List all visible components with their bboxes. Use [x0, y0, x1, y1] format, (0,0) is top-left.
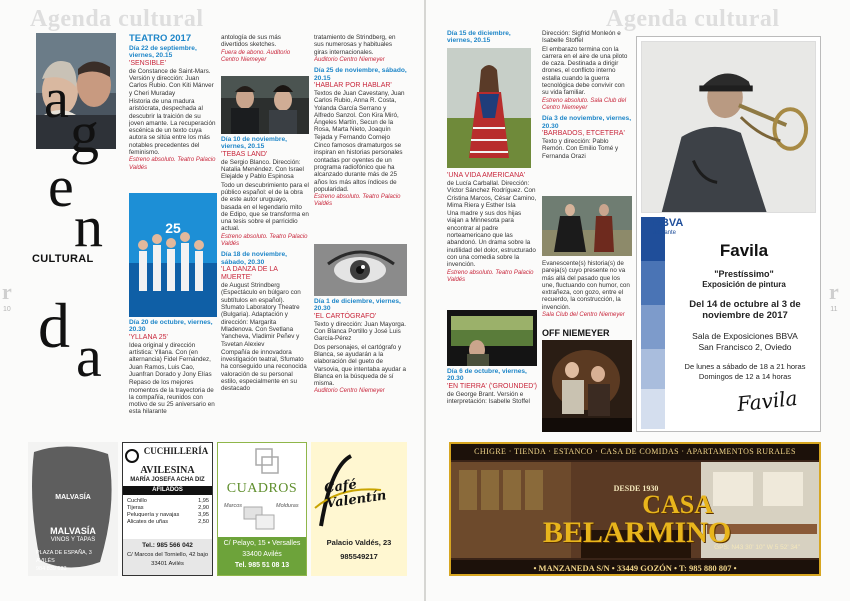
- price-row: Cuchillo 1,95: [127, 498, 209, 504]
- artist-name: Favila: [719, 241, 769, 260]
- event-description: Todo un descubrimiento para el público español: el de la obra de este autor uruguayo, basada en el legendario mito de Edipo, que se transforma en una tesis sobre el parricidio actual.: [221, 181, 309, 233]
- column-1-top: [129, 34, 217, 194]
- event-date: Día 15 de diciembre, viernes, 20.15: [447, 30, 511, 45]
- price-row: Tijeras 2,90: [127, 505, 209, 511]
- column-4-bottom: [447, 368, 537, 432]
- off-niemeyer-photo: [542, 340, 632, 432]
- malvasia-phone: 984 839 633: [36, 566, 67, 572]
- event-credits: de Sergio Blanco. Dirección: Natalia Menéndez. Con Israel Elejalde y Pablo Espinosa: [221, 158, 304, 181]
- vida-americana-photo: [447, 48, 531, 168]
- barbados-photo: [542, 196, 632, 256]
- event-date: Día 1 de diciembre, viernes, 20.30: [314, 298, 401, 313]
- cuchilleria-city: 33401 Avilés: [151, 561, 184, 567]
- cuadros-phone: Tel. 985 51 08 13: [234, 562, 290, 569]
- valentin-address: Palacio Valdés, 23: [326, 538, 392, 547]
- artist-signature: Favila: [735, 385, 799, 417]
- event-description: Evanescente(s) historia(s) de pareja(s) cuyo presente no va más allá del pasado que los une, fluctuando con humor, con extrañeza, con gozo, entre el recuerdo, la construcción, la invención.: [542, 260, 630, 311]
- event-venue: Estreno absoluto. Teatro Palacio Valdés: [129, 157, 216, 171]
- malvasia-subtitle: VINOS Y TAPAS: [50, 537, 96, 543]
- malvasia-address: PLAZA DE ESPAÑA, 3: [36, 550, 92, 556]
- blue-stripe-panel: [641, 217, 665, 429]
- title-letter: a: [44, 68, 69, 130]
- continued-text: antología de sus más divertidos sketches.: [221, 34, 281, 49]
- cartografo-photo: [314, 244, 407, 296]
- svg-text:25: 25: [165, 220, 181, 236]
- price-row: Alicates de uñas 2,50: [127, 519, 209, 525]
- column-1-bottom: [129, 319, 217, 431]
- folio-letter: r: [829, 279, 839, 304]
- cultural-label: CULTURAL: [32, 253, 94, 265]
- event-date: Día 6 de octubre, viernes, 20.30: [447, 368, 527, 383]
- agenda-cultural-title: [32, 68, 128, 389]
- event-description: Cinco famosos dramaturgos se inspiran en historias personales contadas por oyentes de un programa radiofónico que ha alcanzado durante más de 25 años los más altos índices de popularidad.: [314, 142, 403, 193]
- cuadros-right: Molduras: [276, 503, 299, 509]
- column-5-body: [542, 260, 632, 328]
- en-tierra-photo: [447, 310, 537, 366]
- event-credits: de August Strindberg (Espectáculo en búlgaro con subtítulos en español). Sfumato Laboratory Theatre (Bulgaria). Adaptación y dirección: Margarita Mladenova. Con Svetlana Yancheva, Vladimir Peñev y Tsvetan Alexiev: [221, 282, 301, 348]
- column-5-top: [542, 30, 632, 194]
- valentin-phone: 985549217: [340, 552, 378, 561]
- cuadros-name: CUADROS: [226, 481, 298, 496]
- price-list: [127, 498, 209, 526]
- opening-hours: De lunes a sábado de 18 a 21 horas: [684, 362, 806, 371]
- casa-belarmino-ad: [449, 442, 821, 576]
- event-credits: Idea original y dirección artística: Yllana. Con (en alternancia) Fidel Fernández, Juan Ramos, Luis Cao, Juanfran Dorado y Jony Elías: [129, 341, 212, 378]
- belarmino-name: BELARMINO: [542, 516, 732, 549]
- event-venue: Estreno absoluto. Teatro Palacio Valdés: [314, 194, 401, 208]
- event-date: Día 10 de noviembre, viernes, 20.15: [221, 136, 287, 151]
- event-credits: Texto y dirección: Juan Mayorga. Con Blanca Portillo y José Luis García-Pérez: [314, 320, 407, 343]
- event-date: Día 20 de octubre, viernes, 20.30: [129, 319, 213, 334]
- title-letter: n: [74, 194, 103, 259]
- section-heading: TEATRO 2017: [129, 34, 192, 44]
- event-credits: Texto y dirección: Pablo Remón. Con Emilio Tomé y Fernanda Orazi: [542, 138, 619, 160]
- belarmino-address: • MANZANEDA S/N • 33449 GOZÓN • T: 985 880 807 •: [451, 560, 819, 576]
- event-title: 'HABLAR POR HABLAR': [314, 82, 392, 89]
- title-letter: a: [76, 324, 102, 389]
- event-venue: Sala Club del Centro Niemeyer: [542, 312, 625, 319]
- malvasia-name: MALVASÍA: [50, 526, 96, 536]
- show-title: "Prestíssimo": [714, 269, 774, 279]
- event-credits: Textos de Juan Cavestany, Juan Carlos Rubio, Anna R. Costa, Yolanda García Serrano y Alfredo Sanzol. Con Kira Miró, Ángeles Martín, Secun de la Rosa, Marta Nieto, Joaquín Tejada y Fernando Cornejo: [314, 90, 405, 141]
- right-folio: [829, 279, 839, 319]
- event-title: 'LA DANZA DE LA MUERTE': [221, 266, 278, 282]
- malvasia-ad: [28, 442, 118, 576]
- venue-name: Sala de Exposiciones BBVA: [692, 331, 798, 341]
- cuchilleria-phone: Tel.: 985 566 042: [142, 542, 193, 549]
- left-header: Agenda cultural: [30, 6, 204, 32]
- title-letter: e: [48, 154, 74, 219]
- column-4-body: [447, 172, 537, 308]
- cuadros-left: Marcos: [224, 503, 243, 509]
- column-2-body: [221, 136, 309, 432]
- event-title: 'BARBADOS, ETCETERA': [542, 130, 625, 138]
- page-number: 10: [2, 306, 11, 313]
- cafe-valentin-ad: [311, 442, 407, 576]
- column-2-top: [221, 34, 309, 74]
- event-date: Día 3 de noviembre, viernes, 20.30: [542, 115, 632, 130]
- event-description: Compañía de innovadora investigación teatral, Sfumato ha conseguido una reconocida valoración de su personal estilo, especialmente en su destacado: [221, 348, 307, 393]
- venue-address: San Francisco 2, Oviedo: [698, 342, 792, 352]
- event-title: 'SENSIBLE': [129, 59, 166, 67]
- belarmino-banner: CHIGRE · TIENDA · ESTANCO · CASA DE COMIDAS · APARTAMENTOS RURALES: [451, 444, 819, 460]
- event-description: Repaso de los mejores momentos de la trayectoria de la compañía, reunidos con motivo de su 25 aniversario en esta hilarante: [129, 379, 215, 416]
- event-description: El embarazo termina con la carrera en el aire de una piloto de caza. Destinada a dirigir drones, el conflicto interno estalla cuando la guerra tecnológica debe convivir con su vida familiar.: [542, 45, 628, 97]
- column-3-top: [314, 34, 407, 270]
- title-letter: g: [70, 100, 99, 165]
- continued-text: Dirección: Sigfrid Monleón e Isabelle Stoffel: [542, 30, 621, 45]
- bbva-logo: BBVA: [653, 217, 684, 229]
- bbva-exhibition-box: [636, 36, 821, 432]
- continued-text: tratamiento de Strindberg, en sus numerosas y habituales giras internacionales.: [314, 34, 396, 56]
- left-folio: [2, 279, 12, 319]
- yllana-photo: [129, 193, 217, 317]
- cuadros-address: C/ Pelayo, 15 • Versalles: [223, 540, 301, 547]
- show-kind: Exposición de pintura: [702, 280, 786, 289]
- event-venue: Auditorio Centro Niemeyer: [314, 388, 385, 395]
- cuchilleria-address: C/ Marcos del Torniello, 42 bajo: [126, 552, 209, 558]
- event-title: 'YLLANA 25': [129, 333, 168, 341]
- trumpeter-painting: [641, 41, 816, 213]
- event-venue: Fuera de abono. Auditorio Centro Niemeyer: [221, 49, 291, 63]
- opening-hours: Domingos de 12 a 14 horas: [698, 372, 792, 381]
- page-number: 11: [830, 306, 838, 313]
- bbva-tagline: adelante: [653, 230, 677, 236]
- valentin-name: Café Valentín: [323, 477, 388, 512]
- event-credits: de George Brant. Versión e interpretación: Isabelle Stoffel: [447, 390, 530, 406]
- cuchilleria-owner: MARÍA JOSEFA ACHA DIZ: [130, 477, 205, 483]
- event-date: Día 25 de noviembre, sábado, 20.15: [314, 67, 407, 82]
- malvasia-top: MALVASÍA: [55, 494, 91, 501]
- show-dates: Del 14 de octubre al 3 de noviembre de 2017: [689, 299, 801, 321]
- price-row: Peluquería y navajas 3,95: [127, 512, 209, 518]
- stacked-frames-icon: [242, 505, 282, 533]
- event-title: 'TEBAS LAND': [221, 150, 268, 158]
- event-title: 'EN TIERRA' ('GROUNDED'): [447, 382, 537, 390]
- title-letter: d: [38, 290, 70, 361]
- event-credits: de Lucía Carballal. Dirección: Víctor Sánchez Rodríguez. Con Cristina Marcos, César Camino, Mima Riera y Esther Isla: [447, 180, 537, 209]
- event-title: 'UNA VIDA AMERICANA': [447, 172, 526, 179]
- column-4-head: [447, 30, 537, 50]
- right-header: Agenda cultural: [606, 6, 780, 32]
- event-date: Día 18 de noviembre, sábado, 20.30: [221, 251, 287, 266]
- belarmino-since: DESDE 1930: [613, 484, 659, 493]
- afilados-band: AFILADOS: [123, 486, 212, 495]
- column-3-bottom: [314, 298, 407, 432]
- event-venue: Estreno absoluto. Sala Club del Centro Niemeyer: [542, 97, 627, 111]
- tebas-land-photo: [221, 76, 309, 134]
- belarmino-gps: GPS: N43 30' 10" W 5 52' 34": [714, 544, 800, 551]
- event-venue: Auditorio Centro Niemeyer: [314, 56, 385, 63]
- off-niemeyer-heading: OFF NIEMEYER: [542, 328, 610, 338]
- event-description: Dos personajes, el cartógrafo y Blanca, se ayudarán a la elaboración del gueto de Varsovia, que intentaba ayudar a Blanca en la búsqueda de sí misma.: [314, 343, 406, 388]
- malvasia-city: AVILÉS: [36, 558, 55, 564]
- event-description: Historia de una madura aristócrata, despechada al descubrir la traición de su joven amante. La recuperación escénica de un texto cuya autora se sitúa entre los más notables precedentes del feminismo.: [129, 98, 216, 157]
- event-description: Una madre y sus dos hijas viajan a Minnesota para encontrar al padre norteamericano que las abandonó. Un drama sobre la inutilidad del dolor, estructurado con una comedia sobre la invención.: [447, 210, 536, 269]
- event-date: Día 22 de septiembre, viernes, 20.15: [129, 45, 197, 60]
- knife-icon: [125, 449, 139, 463]
- event-credits: de Constance de Saint-Mars. Versión y dirección: Juan Carlos Rubio. Con Kiti Mánver y Cheri Muraday: [129, 67, 214, 97]
- event-venue: Estreno absoluto. Teatro Palacio Valdés: [221, 233, 308, 248]
- event-venue: Estreno absoluto. Teatro Palacio Valdés: [447, 269, 534, 283]
- belarmino-casa: CASA: [642, 490, 713, 519]
- cuchilleria-arc: CUCHILLERÍA: [143, 446, 209, 456]
- event-title: 'EL CARTÓGRAFO': [314, 312, 377, 320]
- cuchilleria-ad: [122, 442, 213, 576]
- cuadros-ad: [217, 442, 307, 576]
- cuchilleria-name: AVILESINA: [140, 465, 195, 476]
- cuadros-city: 33400 Avilés: [242, 551, 282, 558]
- folio-letter: r: [2, 279, 12, 304]
